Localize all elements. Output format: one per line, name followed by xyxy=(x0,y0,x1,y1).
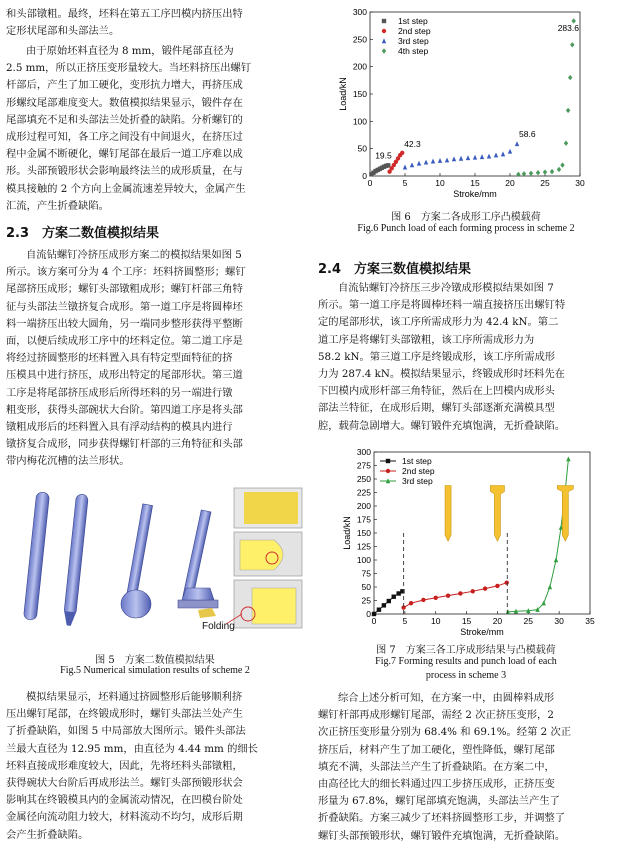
y-tick-label: 175 xyxy=(356,514,371,525)
data-point xyxy=(495,584,499,588)
y-tick-label: 50 xyxy=(361,582,371,592)
y-tick-label: 75 xyxy=(361,568,371,579)
data-point xyxy=(548,584,552,589)
data-point xyxy=(536,170,540,175)
x-tick-label: 15 xyxy=(470,178,480,188)
x-tick-label: 15 xyxy=(461,616,472,626)
data-point xyxy=(382,603,386,607)
y-tick-label: 200 xyxy=(352,61,367,72)
data-point xyxy=(386,163,390,167)
y-tick-label: 300 xyxy=(352,7,367,17)
data-point xyxy=(494,153,498,158)
data-point xyxy=(431,159,435,164)
legend-marker xyxy=(382,19,386,23)
data-point xyxy=(568,75,572,80)
billet-1-mesh xyxy=(23,492,49,621)
fig5-caption-cn: 图 5 方案二数值模拟结果 xyxy=(95,655,215,666)
data-point xyxy=(403,165,407,170)
fig7-forming-load-chart xyxy=(318,444,614,640)
x-tick-label: 0 xyxy=(371,616,377,626)
billet-4-mesh xyxy=(178,510,218,618)
x-tick-label: 5 xyxy=(402,616,408,626)
legend-marker xyxy=(382,29,386,33)
paragraph-6: 综合上述分析可知，在方案一中，由圆棒料成形 螺钉杆部再成形螺钉尾部，需经 2 次正挤压变形，2 次正挤压变形量分别为 68.4% 和 69.1%。经第 2 次正 挤压后，材料产生了加工硬化，塑性降低，螺钉尾部 填充不满，头部法兰产生了折叠缺陷。在方案二中， 由高径比大的细长料通过四工步挤压成形，正挤压变 形量为 67.8%，螺钉尾部填充饱满，头部法兰产生了 折叠缺陷。方案三减少了坯料挤圆整形工步，并调整了 螺钉头部预锻形状，螺钉锻件充填饱满，无折叠缺陷。 xyxy=(318,692,572,842)
billet-body xyxy=(490,485,504,541)
y-tick-label: 25 xyxy=(361,595,371,606)
y-tick-label: 250 xyxy=(356,474,371,484)
legend-label: 2nd step xyxy=(398,26,431,36)
data-point xyxy=(560,162,564,167)
legend-label: 1st step xyxy=(398,16,428,26)
data-point xyxy=(409,601,413,605)
data-point xyxy=(508,149,512,154)
data-point xyxy=(564,141,568,146)
x-tick-label: 25 xyxy=(540,178,550,188)
data-point xyxy=(557,167,561,172)
peak-annotation: 19.5 xyxy=(375,150,392,161)
x-tick-label: 10 xyxy=(430,616,441,626)
x-tick-label: 10 xyxy=(435,178,445,188)
data-point xyxy=(554,557,558,562)
x-tick-label: 20 xyxy=(505,178,515,188)
y-axis-label: Load/kN xyxy=(338,77,348,111)
paragraph-2: 由于原始坯料直径为 8 mm，锻件尾部直径为 2.5 mm，所以正挤压变形量较大。当坯料挤压出螺钉 杆部后，产生了加工硬化，变形抗力增大，再挤压成 形螺纹尾部难度变大。数值模拟结果显示，锻件存在 尾部填充不足和头部法兰处折叠的缺陷。分析螺钉的 成形过程可知，各工序之间没有中间退火，在挤压过 程中金属不断硬化，螺钉尾部在最后一道工序难以成 形。头部预锻形状会影响最终法兰的成形质量，在与 模具接触的 2 个方向上金属流速差异较大，金属产生 汇流，产生折叠缺陷。 xyxy=(6,45,252,212)
data-point xyxy=(466,155,470,160)
x-axis-label: Stroke/mm xyxy=(460,627,504,637)
data-point xyxy=(445,157,449,162)
peak-annotation: 58.6 xyxy=(519,128,536,139)
data-point xyxy=(421,598,425,602)
x-tick-label: 20 xyxy=(492,616,503,626)
data-point xyxy=(410,162,414,167)
section-2-3-title: 2.3 方案二数值模拟结果 xyxy=(6,226,160,241)
fig7-caption-cn: 图 7 方案三各工序成形结果与凸模载荷 xyxy=(376,645,556,656)
y-tick-label: 225 xyxy=(356,487,371,498)
billet-3-mesh xyxy=(121,504,153,618)
billet-body xyxy=(445,485,451,541)
series-line xyxy=(404,583,507,608)
legend-label: 2nd step xyxy=(402,466,435,476)
legend-marker xyxy=(382,38,386,43)
x-tick-label: 0 xyxy=(367,178,373,188)
data-point xyxy=(400,151,404,155)
legend-marker xyxy=(386,469,390,473)
y-tick-label: 275 xyxy=(356,460,371,471)
data-point xyxy=(504,580,508,584)
data-point xyxy=(471,589,475,593)
billet-shape-2 xyxy=(490,485,504,541)
top-paragraph: 和头部镦粗。最终，坯料在第五工序凹模内挤压出特 定形状尾部和头部法兰。 xyxy=(6,8,243,38)
y-tick-label: 0 xyxy=(366,609,371,619)
fig5-simulation-figure xyxy=(6,484,304,646)
series-line xyxy=(508,459,568,612)
fig5-folding-label: Folding xyxy=(202,621,235,632)
fig6-punch-load-chart xyxy=(318,4,614,206)
peak-annotation: 283.6 xyxy=(557,22,579,33)
fig6-caption-cn: 图 6 方案二各成形工序凸模载荷 xyxy=(391,212,541,223)
data-point xyxy=(487,154,491,159)
data-point xyxy=(570,42,574,47)
data-point xyxy=(459,156,463,161)
data-point xyxy=(446,593,450,597)
data-point xyxy=(543,169,547,174)
data-point xyxy=(452,156,456,161)
y-tick-label: 150 xyxy=(352,89,367,99)
legend-label: 1st step xyxy=(402,456,432,466)
data-point xyxy=(515,141,519,146)
fig7-caption-en-2: process in scheme 3 xyxy=(425,670,507,681)
data-point xyxy=(529,171,533,176)
y-tick-label: 100 xyxy=(352,116,367,127)
x-tick-label: 25 xyxy=(523,616,534,626)
billet-2-mesh xyxy=(63,494,89,627)
fig5-caption-en: Fig.5 Numerical simulation results of scheme 2 xyxy=(60,665,250,676)
data-point xyxy=(480,154,484,159)
data-point xyxy=(424,160,428,165)
y-tick-label: 300 xyxy=(356,447,371,457)
data-point xyxy=(501,151,505,156)
fig7-caption-en-1: Fig.7 Forming results and punch load of each xyxy=(375,656,557,667)
data-point xyxy=(458,591,462,595)
fig5-zoom-panels xyxy=(234,488,302,628)
data-point xyxy=(377,607,381,611)
y-tick-label: 100 xyxy=(356,555,371,565)
peak-annotation: 42.3 xyxy=(404,138,421,149)
legend-marker xyxy=(386,459,390,463)
data-point xyxy=(473,155,477,160)
data-point xyxy=(566,108,570,113)
x-axis-label: Stroke/mm xyxy=(453,189,497,199)
y-axis-label: Load/kN xyxy=(342,516,352,550)
y-tick-label: 150 xyxy=(356,528,371,538)
billet-shape-1 xyxy=(445,485,451,541)
data-point xyxy=(387,599,391,603)
paragraph-4: 模拟结果显示，坯料通过挤圆整形后能够顺利挤 压出螺钉尾部，在终锻成形时，螺钉头部法兰处产生 了折叠缺陷，如图 5 中局部放大图所示。锻件头部法 兰最大直径为 12.95 mm，由直径为 4.44 mm 的细长 坯料直接成形难度较大，因此，先将坯料头部镦粗， 获得碗状大台阶后再成形法兰。螺钉头部预锻形状会 影响其在终锻模具内的金属流动情况，在凹模台阶处 金属径向流动阻力较大，材料流动不均匀，成形后期 会产生折叠缺陷。 xyxy=(6,691,258,841)
data-point xyxy=(372,612,376,616)
paragraph-5: 自流钻螺钉冷挤压三步冷镦成形模拟结果如图 7 所示。第一道工序是将圆棒坯料一端直接挤压出螺钉特 定的尾部形状，该工序所需成形力为 42.4 kN。第二 道工序是将螺钉头部镦粗，该工序所需成形力为 58.2 kN。第三道工序是终锻成形，该工序所需成形 力为 287.4 kN。模拟结果显示，终锻成形时坯料先在 下凹模内成形杆部三角特征，然后在上凹模内成形头 部法兰特征，在成形后期，螺钉头部逐渐充满模具型 腔，载荷急剧增大。螺钉锻件充填饱满，无折叠缺陷。 xyxy=(318,282,566,432)
data-point xyxy=(438,158,442,163)
y-tick-label: 200 xyxy=(356,501,371,511)
data-point xyxy=(417,161,421,166)
x-tick-label: 35 xyxy=(585,616,595,626)
y-tick-label: 125 xyxy=(356,541,371,552)
fig6-caption-en: Fig.6 Punch load of each forming process in scheme 2 xyxy=(357,223,575,234)
y-tick-label: 0 xyxy=(362,171,367,181)
legend-label: 3rd step xyxy=(398,36,429,46)
y-tick-label: 50 xyxy=(357,143,367,154)
legend-label: 4th step xyxy=(398,46,429,56)
legend-label: 3rd step xyxy=(402,476,433,486)
data-point xyxy=(483,586,487,590)
paragraph-3: 自流钻螺钉冷挤压成形方案二的模拟结果如图 5 所示。该方案可分为 4 个工序：坯料挤圆整形；螺钉 尾部挤压成形；螺钉头部镦粗成形；螺钉杆部三角特 征与头部法兰镦挤复合成形。第一道工序是将圆棒坯 料一端挤压出较大圆角，另一端同步整形获得平整断 面，以便后续成形工序中的坯料定位。第二道工序是 将经过挤圆整形的坯料置入具有特定型面特征的挤 压模具中进行挤压，成形出特定的尾部形状。第三道 工序是将尾部挤压成形后所得坯料的另一端进行镦 粗变形，获得头部碗状大台阶。第四道工序是将头部 镦粗成形后的坯料置入具有浮动结构的模具内进行 镦挤复合成形，同步获得螺钉杆部的三角特征和头部 带内梅花沉槽的法兰形状。 xyxy=(6,249,246,468)
x-tick-label: 30 xyxy=(575,178,585,188)
data-point xyxy=(542,601,546,606)
x-tick-label: 5 xyxy=(402,178,408,188)
data-point xyxy=(566,456,570,461)
legend-marker xyxy=(382,48,386,53)
y-tick-label: 250 xyxy=(352,34,367,45)
data-point xyxy=(434,596,438,600)
section-2-4-title: 2.4 方案三数值模拟结果 xyxy=(318,262,472,277)
data-point xyxy=(550,169,554,174)
x-tick-label: 30 xyxy=(554,616,564,626)
data-point xyxy=(392,595,396,599)
